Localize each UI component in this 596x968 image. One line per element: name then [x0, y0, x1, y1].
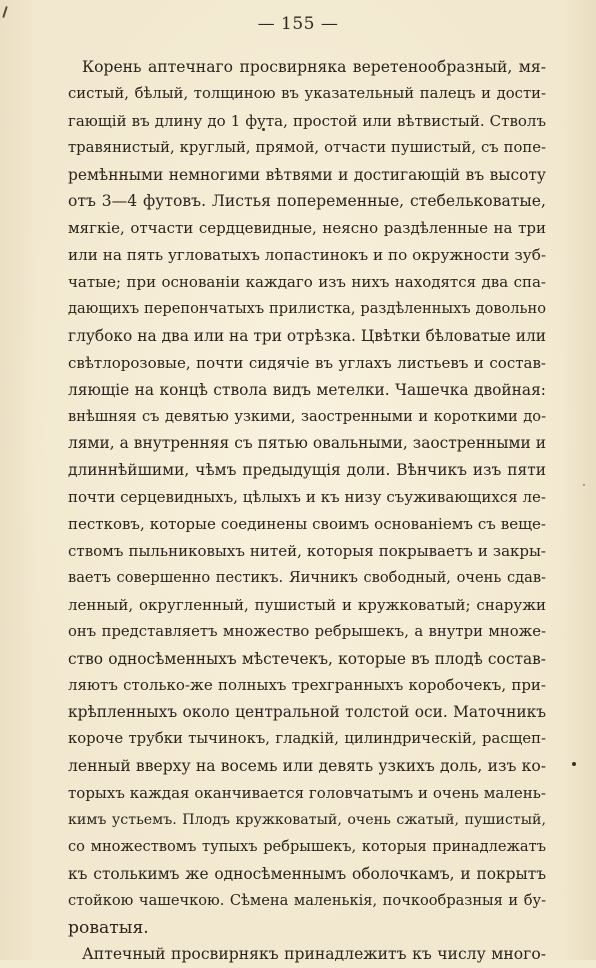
text-line: ство односѣменныхъ мѣстечекъ, которые въ плодѣ состав- — [68, 649, 546, 668]
text-line: травянистый, круглый, прямой, отчасти пушистый, съ попе- — [68, 138, 546, 156]
text-line: ленный, округленный, пушистый и кружковатый; снаружи — [68, 595, 546, 614]
body-text — [68, 54, 546, 968]
text-line: короче трубки тычинокъ, гладкій, цилиндрическій, расщеп- — [68, 730, 546, 748]
text-line: торыхъ каждая оканчивается головчатымъ и очень малень- — [68, 784, 546, 803]
text-line: глубоко на два или на три отрѣзка. Цвѣтки бѣловатые или — [68, 326, 546, 345]
text-line: крѣпленныхъ около центральной толстой оси. Маточникъ — [68, 703, 546, 722]
text-line: стойкою чашечкою. Сѣмена маленькія, почкообразныя и бу- — [68, 891, 546, 909]
text-line: длиннѣйшими, чѣмъ предыдущія доли. Вѣнчикъ изъ пяти — [68, 461, 546, 480]
text-line: или на пять угловатыхъ лопастинокъ и по окружности зуб- — [68, 246, 546, 265]
text-line: ствомъ пыльниковыхъ нитей, которыя покрываетъ и закры- — [68, 542, 546, 561]
page-number: — 155 — — [257, 14, 339, 34]
text-line: почти серцевидныхъ, цѣлыхъ и къ низу съуживающихся ле- — [68, 488, 546, 507]
text-line: систый, бѣлый, толщиною въ указательный палецъ и дости- — [68, 84, 546, 102]
text-line: ленный вверху на восемь или девять узкихъ доль, изъ ко- — [68, 757, 546, 776]
text-line: со множествомъ тупыхъ ребрышекъ, которыя принадлежатъ — [68, 837, 546, 855]
ink-speck — [583, 484, 585, 486]
text-line: ляютъ столько-же полныхъ трехгранныхъ коробочекъ, при- — [68, 676, 546, 695]
text-line: лями, а внутренняя съ пятью овальными, заостренными и — [68, 434, 546, 453]
text-line: роватыя. — [68, 917, 149, 938]
text-line: чатые; при основаніи каждаго изъ нихъ находятся два спа- — [68, 273, 546, 292]
text-line: ремѣнными немногими вѣтвями и достигающій въ высоту — [68, 165, 546, 184]
text-line: мягкіе, отчасти сердцевидные, неясно раздѣленные на три — [68, 219, 546, 238]
text-line: къ столькимъ же односѣменнымъ оболочкамъ, и покрытъ — [68, 864, 546, 883]
text-line: отъ 3—4 футовъ. Листья попеременные, стебельковатые, — [68, 192, 546, 211]
text-line: Аптечный просвирнякъ принадлежитъ къ числу много- — [82, 945, 546, 964]
ink-speck — [572, 762, 576, 766]
text-line: пестковъ, которые соединены своимъ основаніемъ съ веще- — [68, 515, 546, 534]
text-line: дающихъ перепончатыхъ прилистка, раздѣленныхъ довольно — [68, 300, 546, 318]
text-line: свѣтлорозовые, почти сидячіе въ углахъ листьевъ и состав- — [68, 353, 546, 372]
text-line: Корень аптечнаго просвирняка веретенообразный, мя- — [82, 58, 546, 76]
text-line: внѣшняя съ девятью узкими, заостренными и короткими до- — [68, 407, 546, 425]
text-line: кимъ устьемъ. Плодъ кружковатый, очень сжатый, пушистый, — [68, 811, 546, 828]
text-line: гающій въ длину до 1 фута, простой или вѣтвистый. Стволъ — [68, 111, 546, 130]
text-line: онъ представляетъ множество ребрышекъ, а внутри множе- — [68, 622, 546, 640]
text-line: ваетъ совершенно пестикъ. Яичникъ свободный, очень сдав- — [68, 568, 546, 586]
text-line: ляющіе на концѣ ствола видъ метелки. Чашечка двойная: — [68, 380, 546, 399]
